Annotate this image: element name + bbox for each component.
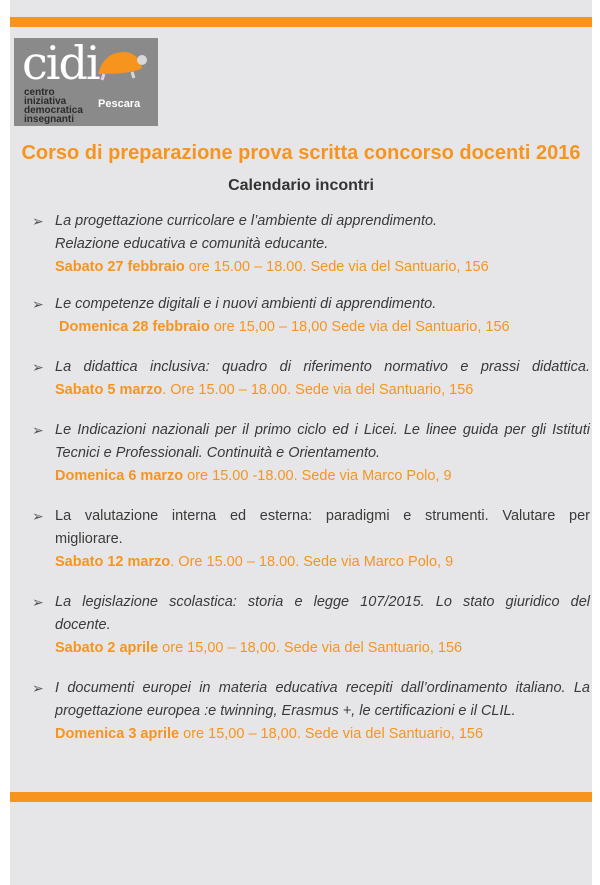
arrow-bullet-icon: ➢	[32, 296, 44, 312]
item-text-line: docente.	[55, 617, 111, 633]
item-text-line: La progettazione curricolare e l’ambiente di apprendimento.	[55, 213, 438, 229]
item-text-line: La legislazione scolastica: storia e legge 107/2015. Lo stato giuridico del	[55, 594, 590, 610]
logo-line-1: centro	[24, 87, 55, 98]
logo-line-2: iniziativa	[24, 96, 67, 107]
page	[10, 0, 592, 885]
item-schedule	[55, 637, 462, 660]
arrow-bullet-icon: ➢	[32, 680, 44, 696]
item-schedule	[59, 316, 510, 339]
logo-line-3: democratica	[24, 105, 83, 116]
item-text-line: progettazione europea :e twinning, Erasmus +, le certificazioni e il CLIL.	[55, 703, 516, 719]
item-text-line: I documenti europei in materia educativa recepiti dall’ordinamento italiano. La	[55, 680, 590, 696]
item-text-line: migliorare.	[55, 531, 123, 547]
item-schedule	[55, 465, 452, 488]
item-schedule	[55, 256, 489, 279]
item-details: . Ore 15.00 – 18.00. Sede via Marco Polo, 9	[170, 554, 454, 570]
turtle-logo-icon	[94, 44, 150, 84]
item-details: ore 15.00 – 18.00. Sede via del Santuario, 156	[184, 259, 489, 275]
item-schedule	[55, 723, 483, 746]
item-date: Sabato 27 febbraio	[55, 259, 185, 275]
page-title: Corso di preparazione prova scritta concorso docenti 2016	[21, 142, 581, 164]
item-schedule	[55, 379, 473, 402]
logo-line-4: insegnanti	[24, 114, 75, 125]
arrow-bullet-icon: ➢	[32, 594, 44, 610]
item-date: Domenica 3 aprile	[55, 726, 180, 742]
item-text-line: Le Indicazioni nazionali per il primo ciclo ed i Licei. Le linee guida per gli Istituti	[55, 422, 590, 438]
item-text-line: La valutazione interna ed esterna: paradigmi e strumenti. Valutare per	[55, 508, 590, 524]
top-orange-bar	[10, 17, 592, 27]
item-date: Sabato 12 marzo	[55, 554, 171, 570]
item-date: Sabato 5 marzo	[55, 382, 163, 398]
arrow-bullet-icon: ➢	[32, 422, 44, 438]
item-text-line: Tecnici e Professionali. Continuità e Orientamento.	[55, 445, 381, 461]
item-details: ore 15,00 – 18,00. Sede via del Santuario, 156	[179, 726, 484, 742]
item-date: Sabato 2 aprile	[55, 640, 159, 656]
item-schedule	[55, 551, 453, 574]
arrow-bullet-icon: ➢	[32, 508, 44, 524]
logo-city: Pescara	[98, 98, 141, 110]
item-date: Domenica 6 marzo	[55, 468, 184, 484]
item-details: ore 15.00 -18.00. Sede via Marco Polo, 9	[183, 468, 452, 484]
bottom-orange-bar	[10, 792, 592, 802]
item-details: ore 15,00 – 18,00. Sede via del Santuario, 156	[158, 640, 463, 656]
arrow-bullet-icon: ➢	[32, 213, 44, 229]
item-text-line: La didattica inclusiva: quadro di riferimento normativo e prassi didattica.	[55, 359, 590, 375]
item-text-line: Le competenze digitali e i nuovi ambienti di apprendimento.	[55, 296, 437, 312]
item-text-line: Relazione educativa e comunità educante.	[55, 236, 329, 252]
arrow-bullet-icon: ➢	[32, 359, 44, 375]
item-date: Domenica 28 febbraio	[59, 319, 210, 335]
item-details: ore 15,00 – 18,00 Sede via del Santuario, 156	[209, 319, 510, 335]
item-details: . Ore 15.00 – 18.00. Sede via del Santuario, 156	[162, 382, 474, 398]
logo-wordmark: cidi	[22, 38, 99, 90]
cidi-logo	[14, 38, 158, 126]
page-subtitle: Calendario incontri	[228, 177, 374, 194]
